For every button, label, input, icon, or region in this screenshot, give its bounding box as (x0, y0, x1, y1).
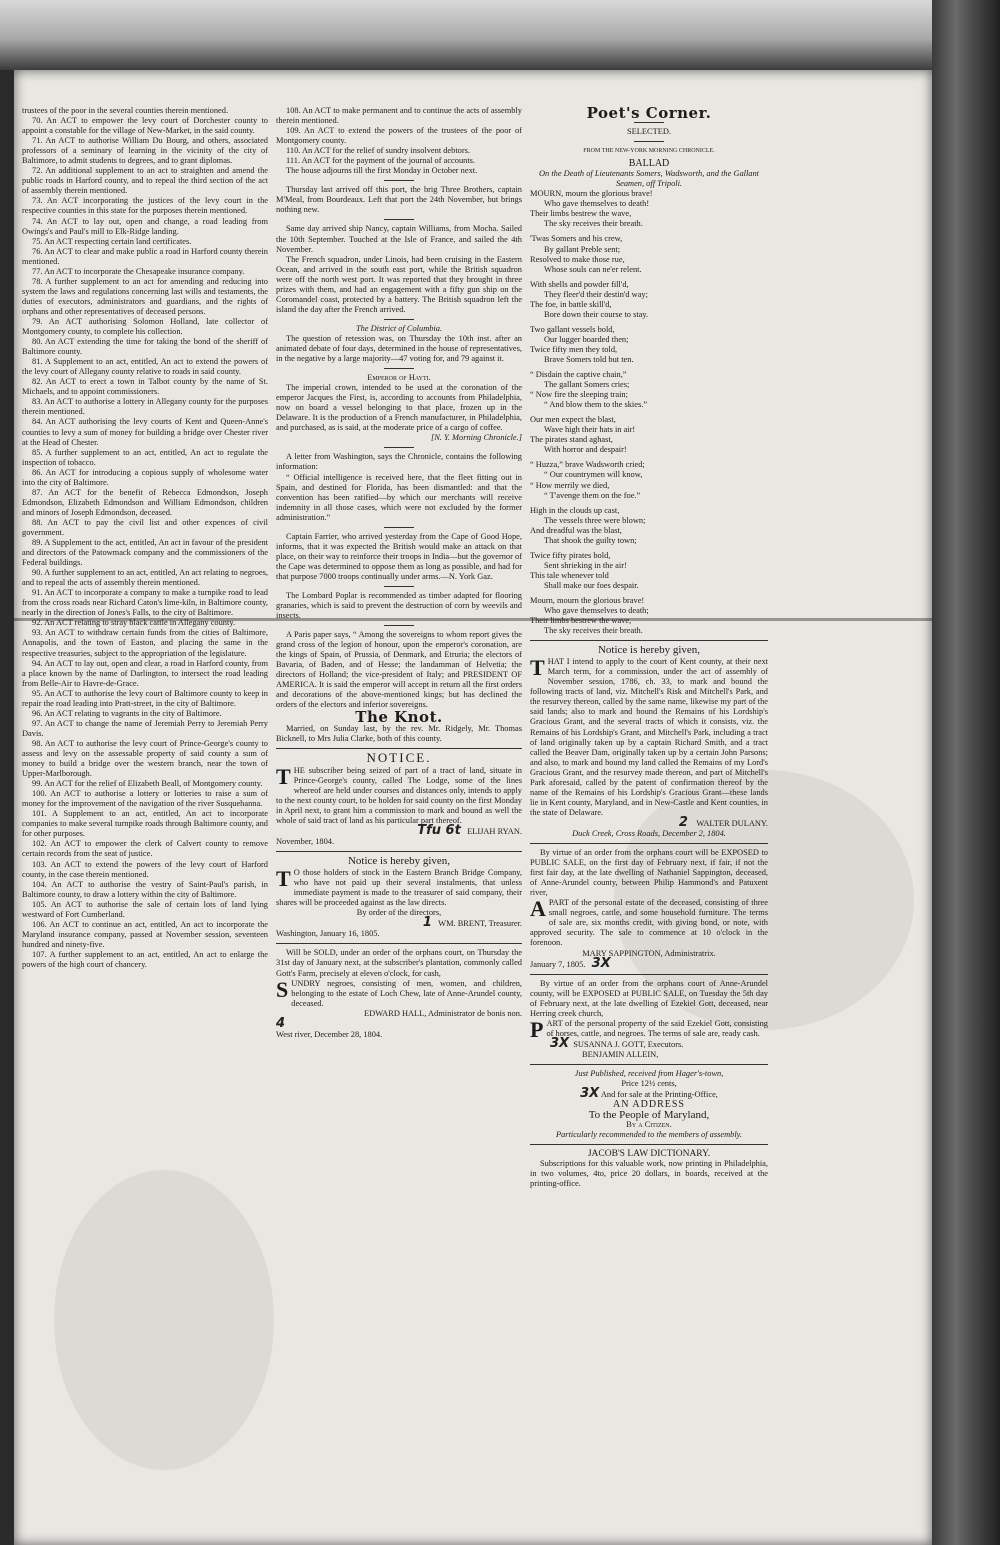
act-item: 86. An ACT for introducing a copious supply of wholesome water into the city of Baltimore. (22, 467, 268, 487)
address-subtitle: To the People of Maryland, (588, 1109, 710, 1122)
act-item: 107. A further supplement to an act, entitled, An act to enlarge the powers of the high court of chancery. (22, 949, 268, 969)
notice2-heading: Notice is hereby given, (347, 855, 451, 868)
price-line: Price 12½ cents, (621, 1079, 677, 1089)
news-ship-nancy: Same day arrived ship Nancy, captain Williams, from Mocha. Sailed the 10th September. Touched at the Isle of France, and sailed the 4th November. (276, 224, 522, 254)
adjourn-text: The house adjourns till the first Monday in October next. (286, 166, 478, 176)
sale-text: Will be SOLD, under an order of the orphans court, on Thursday the 31st day of January next, at the subscriber's plantation, commonly called Gott's Farm, precisely at eleven o'clock, for cash, (276, 948, 522, 978)
handwritten-mark: 4 (276, 1015, 286, 1031)
divider (384, 219, 414, 220)
act-item: 74. An ACT to lay out, open and change, a road leading from Owings's and Paul's mill to Elk-Ridge landing. (22, 216, 268, 236)
column-news (276, 106, 522, 1536)
notice-date: November, 1804. (276, 837, 335, 846)
newspaper-sheet (14, 70, 932, 1545)
sale-signature: EDWARD HALL, Administrator de bonis non. (364, 1008, 522, 1018)
book-spine (932, 0, 1000, 1545)
forsale-line: And for sale at the Printing-Office, (600, 1090, 718, 1100)
poem-line: Resolved to make those rue, (530, 254, 625, 264)
scan-top-edge (0, 0, 1000, 70)
divider (384, 180, 414, 181)
letter-text: “ Official intelligence is received here, that the fleet fitting out in Spain, and destined for Florida, has been dismantled: and that the convention has been ratified—by which our merchants will receive indemnity in all those cases, which were not excluded by the former administration.” (276, 472, 522, 522)
news-french-squadron: The French squadron, under Linois, had been cruising in the Eastern Ocean, and arrived in the south east port, while the British squadron were off the north west port. It was reported that they brought in three prizes with them, and had an engagement with a fifty gun ship on the Coromandel coast, protected by a battery. The British squadron left the island the day after the French arrived. (276, 254, 522, 314)
divider (384, 527, 414, 528)
emperor-text: The imperial crown, intended to be used at the coronation of the emperor Jacques the First, is, according to accounts from Philadelphia, now on board a vessel belonging to that place, frozen up in the Delaware. It is the production of a French manufacturer, in Philadelphia, and purchased, as is said, at the moderate price of a cargo of coffee. (276, 383, 522, 433)
poem-line: Twice fifty men they told, (530, 344, 618, 354)
orphans2-role: Executors. (647, 1039, 684, 1049)
handwritten-mark: 2 (678, 814, 688, 830)
orphans1-text: PART of the personal estate of the deceased, consisting of three small negroes, cattle, and some household furniture. The terms of sale are, six months credit, with giving bond, or note, with approved security. The sale to commence at 10 o'clock in the forenoon. (530, 898, 768, 948)
act-item: 71. An ACT to authorise William Du Bourg, and others, associated professors of a seminary of learning in the vicinity of the city of Baltimore, to admit students to degrees, and to grant diplomas. (22, 136, 268, 166)
ballad-subtitle: On the Death of Lieutenants Somers, Wadsworth, and the Gallant Seamen, off Tripoli. (539, 169, 759, 189)
poem-line: Whose souls can ne'er relent. (544, 264, 642, 274)
poem-line: With shells and powder fill'd, (530, 279, 629, 289)
address-title: AN ADDRESS (613, 1099, 685, 1111)
poem-line: Who gave themselves to death; (544, 606, 649, 616)
drop-cap: T (276, 763, 291, 789)
act-item: 77. An ACT to incorporate the Chesapeake insurance company. (32, 266, 245, 276)
drop-cap: A (530, 896, 546, 922)
knot-heading: The Knot. (355, 708, 443, 727)
citizen-line: By a Citizen. (626, 1120, 672, 1130)
act-item: 87. An ACT for the benefit of Rebecca Edmondson, Joseph Edmondson, Elizabeth Edmondson and William Edmondson, children and minors of Joseph Edmondson, deceased. (22, 487, 268, 517)
source-label: FROM THE NEW-YORK MORNING CHRONICLE. (583, 148, 715, 155)
act-item: 76. An ACT to clear and make public a road in Harford county therein mentioned. (22, 246, 268, 266)
ballad-poem (530, 189, 768, 636)
notice-heading: Notice is hereby given, (597, 644, 701, 657)
divider (276, 943, 522, 944)
act-item: 84. An ACT authorising the levy courts of Kent and Queen-Anne's counties to levy a sum of money for building a bridge over Chester river at the Head of Chester. (22, 417, 268, 447)
poem-line: “ T'avenge them on the foe.” (544, 490, 641, 500)
poem-line: Their limbs bestrew the wave, (530, 616, 632, 626)
poets-corner-heading: Poet's Corner. (586, 106, 712, 122)
act-item: 88. An ACT to pay the civil list and other expences of civil government. (22, 517, 268, 537)
poem-line: Brave Somers told but ten. (544, 354, 634, 364)
emperor-source: [N. Y. Morning Chronicle.] (430, 433, 522, 443)
notice2-date: Washington, January 16, 1805. (276, 929, 380, 939)
poem-line: Shall make our foes despair. (544, 580, 639, 590)
poem-line: Who gave themselves to death! (544, 199, 650, 209)
orphans2-executor1: SUSANNA J. GOTT, (573, 1039, 646, 1049)
dulany-signature: WALTER DULANY. (696, 818, 768, 828)
published-line: Just Published, received from Hager's-town, (574, 1068, 724, 1078)
poem-line: Mourn, mourn the glorious brave! (530, 595, 645, 605)
act-item: 91. An ACT to incorporate a company to make a turnpike road to lead from the cross roads near Richard Caton's lime-kiln, in Baltimore county, nearly in the direction of Jones's Falls, to the city of Baltimore. (22, 588, 268, 618)
district-text: The question of retession was, on Thursday the 10th inst. after an animated debate of four days, determined in the house of representatives, in the negative by a large majority—47 voting for, and 79 against it. (276, 333, 522, 364)
act-item: 100. An ACT to authorise a lottery or lotteries to raise a sum of money for the improvement of the navigation of the river Susquehanna. (22, 789, 268, 809)
divider (384, 625, 414, 626)
farrier-text: Captain Farrier, who arrived yesterday from the Cape of Good Hope, informs, that it was expected the British would make an attack on that place, on their way to reinforce their troops in India—but the governor of the Cape was determined to oppose them as long as possible, and had for that purpose 7000 troops continually under arms.—N. York Gaz. (276, 531, 522, 581)
ballad-title: BALLAD (628, 158, 670, 170)
letter-intro: A letter from Washington, says the Chronicle, contains the following information: (276, 452, 522, 472)
orphans2-executor2: BENJAMIN ALLEIN, (582, 1049, 659, 1059)
act-item: 75. An ACT respecting certain land certificates. (32, 236, 192, 246)
handwritten-mark: 3X (550, 1035, 570, 1051)
act-item: 109. An ACT to extend the powers of the trustees of the poor of Montgomery county. (276, 126, 522, 146)
poem-line: “ Our countrymen will know, (544, 470, 643, 480)
act-item: 95. An ACT to authorise the levy court of Baltimore county to keep in repair the road leading into Pratt-street, in the city of Baltimore. (22, 688, 268, 708)
orphans1-date: January 7, 1805. (530, 959, 586, 969)
act-item: 103. An ACT to extend the powers of the levy court of Harford county, in the case therein mentioned. (22, 859, 268, 879)
poem-line: That shook the guilty town; (544, 535, 637, 545)
divider (384, 586, 414, 587)
poem-line: With horror and despair! (544, 445, 627, 455)
selected-label: SELECTED. (627, 127, 671, 137)
divider (530, 1064, 768, 1065)
poem-line: Bore down their course to stay. (544, 309, 649, 319)
handwritten-mark: 1 (422, 915, 432, 931)
poem-line: This tale whenever told (530, 570, 609, 580)
act-item: 72. An additional supplement to an act to straighten and amend the public roads in Harford county, and to repeal the third section of the act of assembly therein mentioned. (22, 166, 268, 196)
drop-cap: S (276, 976, 289, 1002)
drop-cap: T (530, 655, 545, 681)
handwritten-mark: Tfu 6t (417, 822, 461, 838)
act-item: 96. An ACT relating to vagrants in the city of Baltimore. (32, 708, 222, 718)
act-item: 97. An ACT to change the name of Jeremiah Perry to Jeremiah Perry Davis. (22, 718, 268, 738)
poem-line: MOURN, mourn the glorious brave! (530, 189, 653, 199)
act-item: 93. An ACT to withdraw certain funds from the cities of Baltimore, Annapolis, and the town of Easton, and placing the same in the respective treasuries, subject to the appropriation of the legislature. (22, 628, 268, 658)
act-item: 92. An ACT relating to stray black cattle in Allegany county. (32, 618, 236, 628)
poem-line: “ Huzza,” brave Wadsworth cried; (530, 460, 645, 470)
drop-cap: T (276, 866, 291, 892)
act-item: trustees of the poor in the several counties therein mentioned. (22, 106, 229, 115)
poem-line: The gallant Somers cries; (544, 380, 630, 390)
column-acts-list (22, 106, 268, 1536)
act-item: 79. An ACT authorising Solomon Holland, late collector of Montgomery county, to complete his collection. (22, 316, 268, 337)
poem-line: By gallant Preble sent; (544, 244, 621, 254)
act-item: 94. An ACT to lay out, open and clear, a road in Harford county, from a place known by the name of Darlington, to intersect the road leading from Belle-Air to Havre-de-Grace. (22, 658, 268, 688)
act-item: 105. An ACT to authorise the sale of certain lots of land lying westward of Fort Cumberland. (22, 899, 268, 919)
acts-list-continued (276, 106, 522, 166)
poem-line: 'Twas Somers and his crew, (530, 234, 623, 244)
poem-line: “ And blow them to the skies.” (544, 400, 648, 410)
poem-line: Two gallant vessels bold, (530, 324, 615, 334)
divider (530, 1144, 768, 1145)
news-brig-three-brothers: Thursday last arrived off this port, the brig Three Brothers, captain M'Meal, from Bourdeaux. Left that port the 24th November, but brings nothing new. (276, 185, 522, 215)
act-item: 73. An ACT incorporating the justices of the levy court in the respective counties in this state for the purposes therein mentioned. (22, 196, 268, 216)
handwritten-mark: 3X (580, 1086, 600, 1102)
act-item: 98. An ACT to authorise the levy court of Prince-George's county to assess and levy on the assessable property of said county a sum of money to build a bridge over the western branch, near the town of Upper-Marlborough. (22, 738, 268, 779)
handwritten-mark: 3X (591, 955, 611, 971)
poem-line: Twice fifty pirates bold, (530, 550, 611, 560)
orphans1-intro: By virtue of an order from the orphans court will be EXPOSED to PUBLIC SALE, on the first day of February next, if fair, if not the first fair day, at the late dwelling of Nathaniel Sappington, deceased, of Anne-Arundel county, between Philip Hammond's and Patuxent river, (530, 848, 768, 898)
act-item: 99. An ACT for the relief of Elizabeth Beall, of Montgomery county. (32, 779, 263, 789)
notice-text: HE subscriber being seized of part of a tract of land, situate in Prince-George's county, called The Lodge, some of the lines whereof are held under courses and distances only, intends to apply to the next county court, to be holden for said county on the first Monday in April next, to grant him a commission to mark and bound as well the whole of said tract of land as his particular part thereof. (276, 765, 522, 825)
poem-line: The pirates stand aghast, (530, 435, 613, 445)
poem-line: They fleer'd their destin'd way; (544, 289, 648, 299)
district-heading: The District of Columbia. (355, 323, 443, 333)
poem-line: Our lugger boarded then; (544, 334, 629, 344)
divider (634, 122, 664, 123)
jacob-text: Subscriptions for this valuable work, now printing in Philadelphia, in two volumes, 4to, price 20 dollars, in boards, received at the printing-office. (530, 1159, 768, 1189)
act-item: 83. An ACT to authorise a lottery in Allegany county for the purposes therein mentioned. (22, 397, 268, 417)
orphans1-signature: MARY SAPPINGTON, Administratrix. (582, 948, 716, 958)
poem-line: Wave high their hats in air! (544, 425, 636, 435)
act-item: 85. A further supplement to an act, entitled, An act to regulate the inspection of tobacco. (22, 447, 268, 467)
poem-line: Sent shrieking in the air! (544, 560, 627, 570)
divider (384, 447, 414, 448)
poem-line: The sky receives their breath. (544, 219, 643, 229)
jacob-heading: JACOB'S LAW DICTIONARY. (587, 1149, 711, 1160)
poem-line: The sky receives their breath. (544, 626, 643, 636)
poem-line: “ Now fire the sleeping train; (530, 390, 628, 400)
poem-line: “ Disdain the captive chain,” (530, 370, 627, 380)
poem-line: High in the clouds up cast, (530, 505, 620, 515)
act-item: 90. A further supplement to an act, entitled, An act relating to negroes, and to repeal the acts of assembly therein mentioned. (22, 568, 268, 588)
notice2-signature: WM. BRENT, Treasurer. (438, 919, 522, 929)
notice2-by: By order of the directors, (356, 908, 442, 918)
divider (276, 851, 522, 852)
poem-line: “ How merrily we died, (530, 480, 610, 490)
poem-line: The foe, in battle skill'd, (530, 299, 612, 309)
divider (384, 368, 414, 369)
knot-text: Married, on Sunday last, by the rev. Mr. Ridgely, Mr. Thomas Bicknell, to Mrs Julia Clarke, both of this county. (276, 723, 522, 743)
dulany-date: Duck Creek, Cross Roads, December 2, 1804. (572, 829, 726, 838)
recommended-line: Particularly recommended to the members of assembly. (556, 1130, 742, 1140)
dulany-notice-text: HAT I intend to apply to the court of Kent county, at their next March term, for a commission, under the act of assembly of November session, 1786, ch. 33, to mark and bound the following tracts of land, viz. Mitchell's Risk and Mitchell's Park, and the resurvey thereon, called by the same name, likewise my part of the said lands; also to mark and bound the Remains of his Lordship's Gracious Grant, and the several tracts of which it consists, viz. the Remains of his Lordship's Grant, and Mitchell's Park, including a tract of land originally taken up by a captain Richard Smith, and a tract called the Beaver Dam, originally taken up by a certain John Parsons; and also, to mark and bound my land called the Remains of my Lord's Gracious Grant, and the resurvey made thereon, and part of Mitchell's Park aforesaid, called by the patent of confirmation thereof by the name of the Remains of his Lordship's Gracious Grant—these lands lie in Kent county, Maryland, and in New-Castle and Kent counties, in the state of Delaware. (530, 657, 768, 817)
divider (530, 974, 768, 975)
sale-date: West river, December 28, 1804. (276, 1029, 383, 1039)
divider (634, 141, 664, 142)
act-item: 78. A further supplement to an act for amending and reducing into system the laws and regulations concerning last wills and testaments, the duties of executors, administrators and guardians, and the rights of orphans and other representatives of deceased persons. (22, 276, 268, 316)
divider (530, 640, 768, 641)
sale-text2: UNDRY negroes, consisting of men, women, and children, belonging to the estate of Loch Chew, late of Anne-Arundel county, deceased. (291, 978, 522, 1008)
poem-line: Their limbs bestrew the wave, (530, 209, 632, 219)
divider (530, 843, 768, 844)
column-poets-corner (530, 106, 768, 1536)
drop-cap: P (530, 1016, 544, 1042)
poplar-text: The Lombard Poplar is recommended as timber adapted for flooring granaries, which is said to prevent the destruction of corn by weevils and insects. (276, 590, 522, 621)
divider (384, 319, 414, 320)
poem-line: Our men expect the blast, (530, 415, 616, 425)
act-item: 110. An ACT for the relief of sundry insolvent debtors. (286, 146, 470, 156)
act-item: 82. An ACT to erect a town in Talbot county by the name of St. Michaels, and to appoint commissioners. (22, 377, 268, 397)
act-item: 70. An ACT to empower the levy court of Dorchester county to appoint a constable for the village of New-Market, in the said county. (22, 116, 268, 136)
poem-line: And dreadful was the blast, (530, 525, 622, 535)
act-item: 101. A Supplement to an act, entitled, An act to incorporate companies to make several turnpike roads through Baltimore county, and for other purposes. (22, 809, 268, 839)
act-item: 111. An ACT for the payment of the journal of accounts. (286, 156, 476, 166)
poem-line: The vessels three were blown; (544, 515, 646, 525)
act-item: 108. An ACT to make permanent and to continue the acts of assembly therein mentioned. (276, 106, 522, 126)
paris-text: A Paris paper says, “ Among the sovereigns to whom report gives the grand cross of the legion of honour, upon the emperor's coronation, are the kings of Spain, of Prussia, of Denmark, and Etruria; the electors of Bavaria, of Baden, and of Hesse; the landamman of Helvetia; the directors of Holland; the vice-president of Italy; and PRESIDENT OF AMERICA. It is said the emperor will accept in return all the first orders and decorations of the above-mentioned kings; but has declined the orders of the electors and inferior sovereigns. (276, 630, 522, 710)
act-item: 106. An ACT to continue an act, entitled, An act to incorporate the Maryland insurance company, passed at November session, seventeen hundred and ninety-five. (22, 919, 268, 949)
act-item: 89. A Supplement to the act, entitled, An act in favour of the president and directors of the Patowmack company and the commissioners of the Federal buildings. (22, 538, 268, 568)
notice-heading: NOTICE. (366, 749, 432, 765)
act-item: 102. An ACT to empower the clerk of Calvert county to remove certain records from the seat of justice. (22, 839, 268, 859)
emperor-heading: Emperor of Hayti. (367, 373, 431, 383)
orphans2-text: ART of the personal property of the said Ezekiel Gott, consisting of horses, cattle, and negroes. The terms of sale are, ready cash. (546, 1018, 768, 1038)
divider (276, 748, 522, 749)
act-item: 104. An ACT to authorise the vestry of Saint-Paul's parish, in Baltimore county, to draw a lottery within the city of Baltimore. (22, 879, 268, 899)
act-item: 81. A Supplement to an act, entitled, An act to extend the powers of the levy court of Allegany county relative to roads in said county. (22, 357, 268, 377)
orphans2-intro: By virtue of an order from the orphans court of Anne-Arundel county, will be EXPOSED at PUBLIC SALE, on Tuesday the 5th day of February next, at the late dwelling of Ezekiel Gott, deceased, near Herring creek church, (530, 978, 768, 1018)
notice-signature: ELIJAH RYAN. (467, 826, 522, 836)
notice2-text: O those holders of stock in the Eastern Branch Bridge Company, who have not paid up their several instalments, that unless immediate payment is made to the treasurer of said company, their shares will be proceeded against as the law directs. (276, 868, 522, 908)
act-item: 80. An ACT extending the time for taking the bond of the sheriff of Baltimore county. (22, 337, 268, 357)
